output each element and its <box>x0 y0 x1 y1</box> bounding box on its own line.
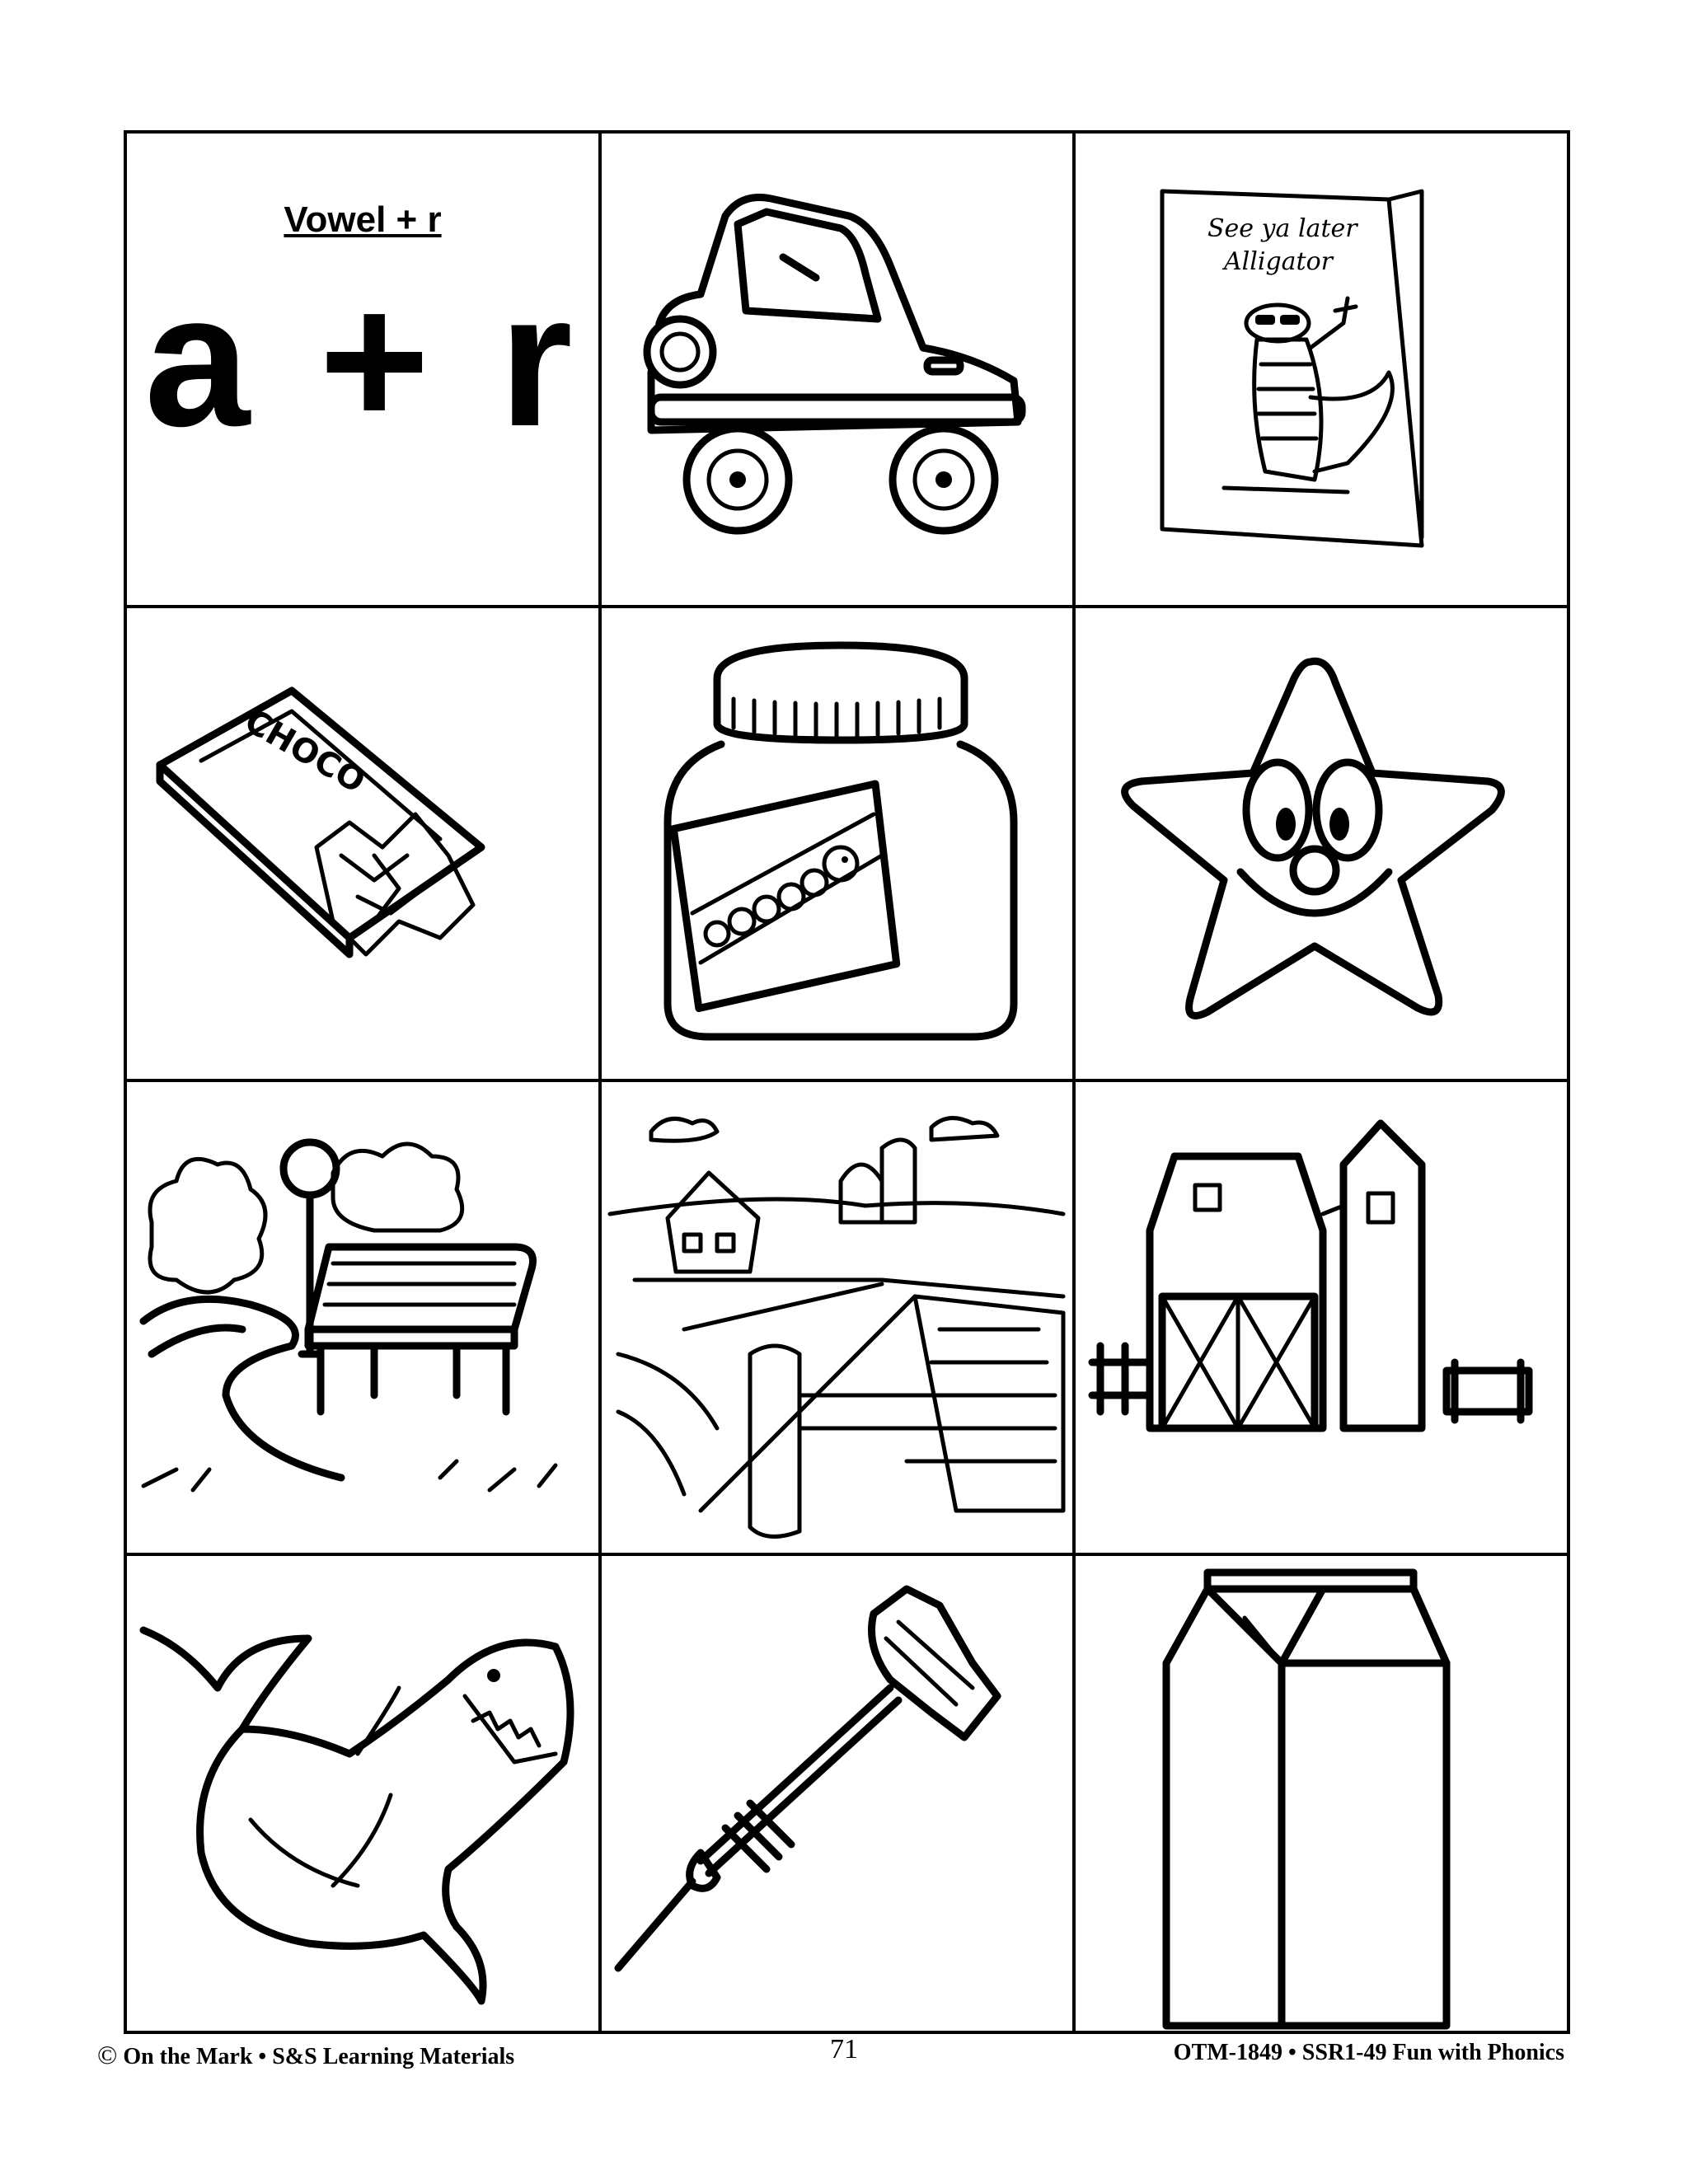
picture-cell <box>602 1082 1072 1553</box>
dart-icon <box>602 1556 1072 2034</box>
page-heading: Vowel + r <box>284 199 442 240</box>
greeting-card-icon <box>1076 134 1570 605</box>
publisher-name: On the Mark • S&S Learning Materials <box>123 2044 515 2069</box>
picture-cell <box>602 134 1072 605</box>
card-text-line-1: See ya later <box>1207 214 1357 243</box>
letter-combination: a + r <box>144 254 581 466</box>
picture-cell <box>602 1556 1072 2034</box>
copyright-icon: © <box>97 2040 118 2069</box>
title-cell <box>127 134 598 605</box>
picture-cell <box>1076 1082 1570 1553</box>
picture-cell <box>127 608 598 1079</box>
car-icon <box>602 134 1072 605</box>
picture-cell <box>1076 134 1570 605</box>
shark-icon <box>127 1556 598 2034</box>
park-icon <box>127 1082 598 1553</box>
picture-grid <box>124 130 1570 2034</box>
picture-cell <box>127 1556 598 2034</box>
carton-icon <box>1076 1556 1570 2034</box>
barn-icon <box>1076 1082 1570 1553</box>
jar-icon <box>602 608 1072 1079</box>
card-text-line-2: Alligator <box>1224 247 1333 276</box>
picture-cell <box>127 1082 598 1553</box>
picture-cell <box>1076 608 1570 1079</box>
chocolate-bar-icon <box>127 608 598 1079</box>
picture-cell <box>602 608 1072 1079</box>
farm-icon <box>602 1082 1072 1553</box>
page-number: 71 <box>830 2034 858 2064</box>
product-code: OTM-1849 • SSR1-49 Fun with Phonics <box>1173 2040 1564 2065</box>
picture-cell <box>1076 1556 1570 2034</box>
star-icon <box>1076 608 1570 1079</box>
candy-wrapper-text: CHOCO <box>238 701 372 801</box>
